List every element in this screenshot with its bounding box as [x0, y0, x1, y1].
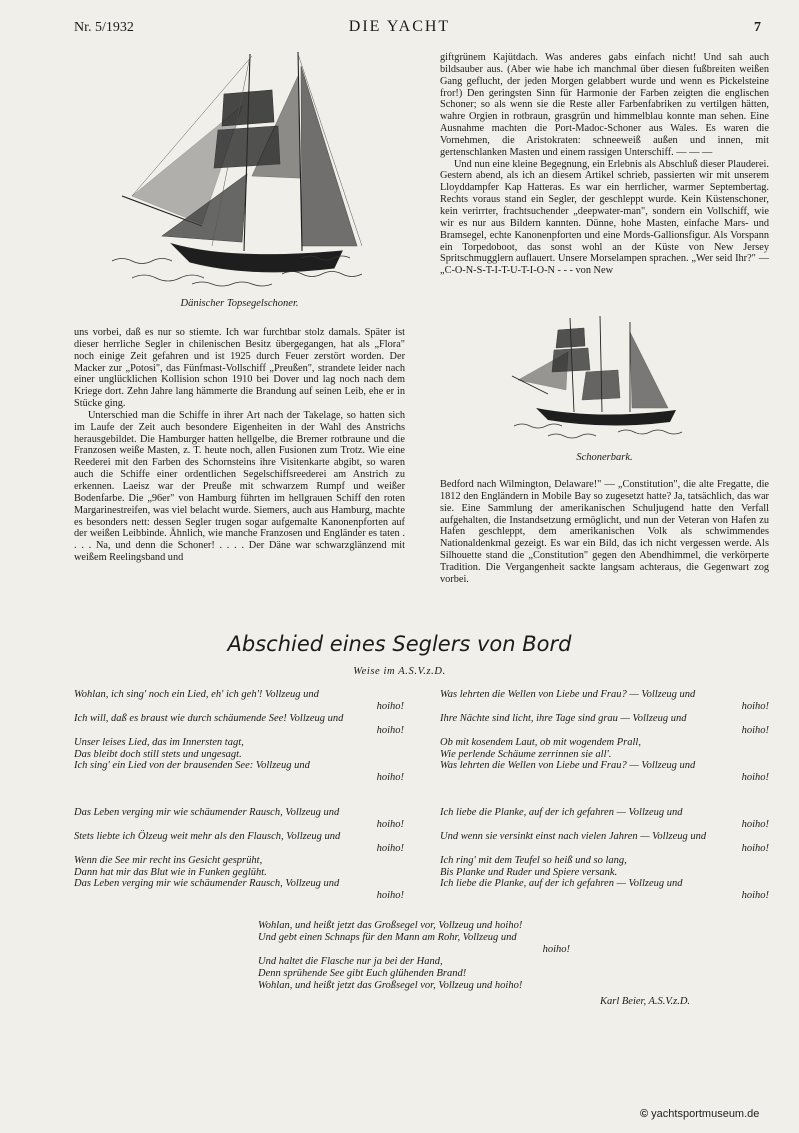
- barquentine-illustration: [508, 312, 690, 442]
- verse-refrain: hoiho!: [741, 700, 769, 712]
- verse-refrain: hoiho!: [376, 842, 404, 854]
- verse-refrain: hoiho!: [741, 842, 769, 854]
- paragraph: giftgrünem Kajütdach. Was anderes gabs einfach nicht! Und sah auch bildsauber aus. (Aber wie habe ich manchmal über diesen fußbreiten weißen Gang geflucht, der jeden Morgen gelabbert wurde und wenn es Pickelsteine fror!) Den geringsten Sinn für Harmonie der Farben zeigten die englischen Schoner; so als wenn sie die Reste aller Farbenfabriken zu vertilgen hätten, wahre Orgien in rotbraun, grasgrün und himmelblau konnte man sehen. Eine Ausnahme machten die Port-Madoc-Schoner aus Wales. Es waren die Vornehmen, die Aristokraten: schneeweiß außen und innen, mit gertenschlanken Masten und einem rassigen Unterschiff. — — —: [440, 52, 769, 158]
- paragraph: uns vorbei, daß es nur so stiemte. Ich war furchtbar stolz damals. Später ist dieser herrliche Segler in chilenischen Besitz übergegangen, hat als „Flora" noch einige Zeit gefahren und ist 1925 durch Feuer zerstört worden. Der Macker zur „Potosi", das Fünfmast-Vollschiff „Preußen", strandete leider nach einer unglücklichen Kollision schon 1910 bei Dover und lag noch nach dem Kriege dort. Zehn Jahre lang hämmerte die Brandung auf seinen Leib, ehe er in Stücke ging.: [74, 327, 405, 410]
- verse-refrain: hoiho!: [376, 890, 404, 902]
- verse-line: Wenn die See mir recht ins Gesicht gesprüht,: [74, 854, 263, 866]
- verse-line: Ich liebe die Planke, auf der ich gefahren — Vollzeug und: [440, 878, 683, 890]
- verse-line: Und wenn sie versinkt einst nach vielen Jahren — Vollzeug und: [440, 830, 707, 842]
- verse-line: Stets liebte ich Ölzeug weit mehr als den Flausch, Vollzeug und: [74, 830, 341, 842]
- verse-line: Wohlan, und heißt jetzt das Großsegel vor, Vollzeug und hoiho!: [258, 920, 523, 931]
- verse-left-2: [74, 807, 404, 902]
- watermark: [640, 1108, 759, 1120]
- verse-line: Denn sprühende See gibt Euch glühenden Brand!: [258, 967, 467, 979]
- poem-subtitle: Weise im A.S.V.z.D.: [353, 666, 446, 677]
- paragraph: Unterschied man die Schiffe in ihrer Art nach der Takelage, so hatten sich im Laufe der Zeit auch besondere Eigenheiten in der Wahl des Anstrichs herausgebildet. Die Hamburger hatten hellgelbe, die Bremer rotbraune und die Franzosen weiße Masten, z. T. heute noch, allen Fusionen zum Trotz. Wie eine Reederei mit den Farben des Schornsteins ihre Visitenkarte abgibt, so waren auch die Schiffe einer ordentlichen Segelschiffsreederei am Anstrich zu erkennen. Laeisz war der Preuße mit schwarzem Rumpf und weißer Bodenfarbe. Die „96er" von Hamburg führten im hellgrauen Schiff den roten Margarinestreifen, was viel belacht wurde. Siemers, auch aus Hamburg, machte es besonders nett: dessen Segler trugen sogar aufgemalte Kanonenpforten auf der weißen Leibbinde. Ähnlich, wie manche Franzosen und Engländer es taten . . . . Na, und denn die Schoner! . . . . Der Däne war schwarzglänzend mit weißem Reelingsband und: [74, 409, 405, 564]
- figure-caption-barquentine: Schonerbark.: [576, 452, 633, 463]
- verse-line: Das bleibt doch still stets und ungesagt.: [74, 748, 242, 760]
- paragraph: Und nun eine kleine Begegnung, ein Erlebnis als Abschluß dieser Plauderei. Gestern abend, als ich an diesem Artikel schrieb, passierten wir mit unserem Lloyddampfer Kap Hatteras. Es war ein herrlicher, warmer Septembertag. Rechts voraus stand ein Segler, der geschleppt wurde. Kein Küstenschoner, kein verirrter, frachtsuchender „deepwater-man", sondern ein Vollschiff, wie wir es nur aus Bildern kannten. Dünne, hohe Masten, einfache Mars- und Bramsegel, echte Kanonenpforten und eine Mords-Gallionsfigur. Als Vorspann ein Torpedoboot, das sonst wohl an der Küste von New Jersey Spritschmugglern auflauert. Unsere Morselampen sprachen. „Wer seid Ihr?" — „C-O-N-S-T-I-T-U-T-I-O-N - - - von New: [440, 158, 769, 277]
- verse-center: [258, 920, 570, 991]
- verse-line: Wohlan, und heißt jetzt das Großsegel vor, Vollzeug und hoiho!: [258, 979, 523, 991]
- verse-right-1: [440, 689, 769, 784]
- copyright-icon: ©: [640, 1108, 649, 1120]
- verse-line: Das Leben verging mir wie schäumender Rausch, Vollzeug und: [74, 807, 340, 818]
- verse-line: Ich will, daß es braust wie durch schäumende See! Vollzeug und: [74, 712, 344, 724]
- verse-left-1: [74, 689, 404, 784]
- verse-line: Was lehrten die Wellen von Liebe und Frau? — Vollzeug und: [440, 760, 696, 772]
- magazine-title: DIE YACHT: [348, 18, 451, 35]
- verse-line: Und haltet die Flasche nur ja bei der Hand,: [258, 955, 443, 967]
- verse-line: Bis Planke und Ruder und Spiere versank.: [440, 866, 618, 878]
- verse-refrain: hoiho!: [542, 943, 570, 955]
- verse-line: Und gebt einen Schnaps für den Mann am Rohr, Vollzeug und: [258, 931, 517, 943]
- article-column-right-top: [440, 52, 769, 277]
- verse-line: Was lehrten die Wellen von Liebe und Frau? — Vollzeug und: [440, 689, 696, 700]
- verse-refrain: hoiho!: [376, 700, 404, 712]
- poem-title: Abschied eines Seglers von Bord: [227, 632, 572, 656]
- verse-line: Ihre Nächte sind licht, ihre Tage sind grau — Vollzeug und: [440, 712, 687, 724]
- verse-line: Ich ring' mit dem Teufel so heiß und so lang,: [440, 854, 627, 866]
- verse-line: Ob mit kosendem Laut, ob mit wogendem Prall,: [440, 736, 641, 748]
- verse-line: Ich liebe die Planke, auf der ich gefahren — Vollzeug und: [440, 807, 683, 818]
- topsail-schooner-illustration: [102, 46, 378, 290]
- verse-refrain: hoiho!: [741, 818, 769, 830]
- verse-refrain: hoiho!: [741, 772, 769, 784]
- issue-number: Nr. 5/1932: [74, 20, 134, 35]
- verse-line: Wohlan, ich sing' noch ein Lied, eh' ich geh'! Vollzeug und: [74, 689, 319, 700]
- poem-author: Karl Beier, A.S.V.z.D.: [600, 996, 691, 1007]
- verse-line: Ich sing' ein Lied von der brausenden See: Vollzeug und: [74, 760, 310, 772]
- verse-refrain: hoiho!: [376, 772, 404, 784]
- watermark-text: yachtsportmuseum.de: [651, 1108, 760, 1120]
- paragraph: Bedford nach Wilmington, Delaware!" — „Constitution", die alte Fregatte, die 1812 den Engländern in Mobile Bay so zugesetzt hatte? Ja, tatsächlich, das war sie. Eine Sammlung der amerikanischen Schuljugend hatte den Verfall aufgehalten, die Instandsetzung ermöglicht, und nun der Veteran von Hafen zu Hafen geschleppt, dem amerikanischen Volk als schwimmendes Nationaldenkmal gezeigt. Es war ein Bild, das ich nicht vergessen werde. Als Silhouette stand die „Constitution" gegen den Abendhimmel, die verkörperte Tradition. Die Vergangenheit sackte langsam achteraus, die Gegenwart zog vorbei.: [440, 479, 769, 585]
- page-number: 7: [754, 20, 761, 35]
- verse-refrain: hoiho!: [376, 818, 404, 830]
- verse-refrain: hoiho!: [376, 724, 404, 736]
- verse-refrain: hoiho!: [741, 890, 769, 902]
- verse-line: Unser leises Lied, das im Innersten tagt,: [74, 736, 244, 748]
- verse-line: Das Leben verging mir wie schäumender Rausch, Vollzeug und: [74, 878, 340, 890]
- verse-line: Wie perlende Schäume zerrinnen sie all'.: [440, 748, 612, 760]
- article-column-left: [74, 327, 405, 564]
- article-column-right-bottom: [440, 479, 769, 586]
- verse-refrain: hoiho!: [741, 724, 769, 736]
- verse-right-2: [440, 807, 769, 902]
- figure-caption-schooner: Dänischer Topsegelschoner.: [180, 298, 299, 309]
- verse-line: Dann hat mir das Blut wie in Funken geglüht.: [74, 866, 267, 878]
